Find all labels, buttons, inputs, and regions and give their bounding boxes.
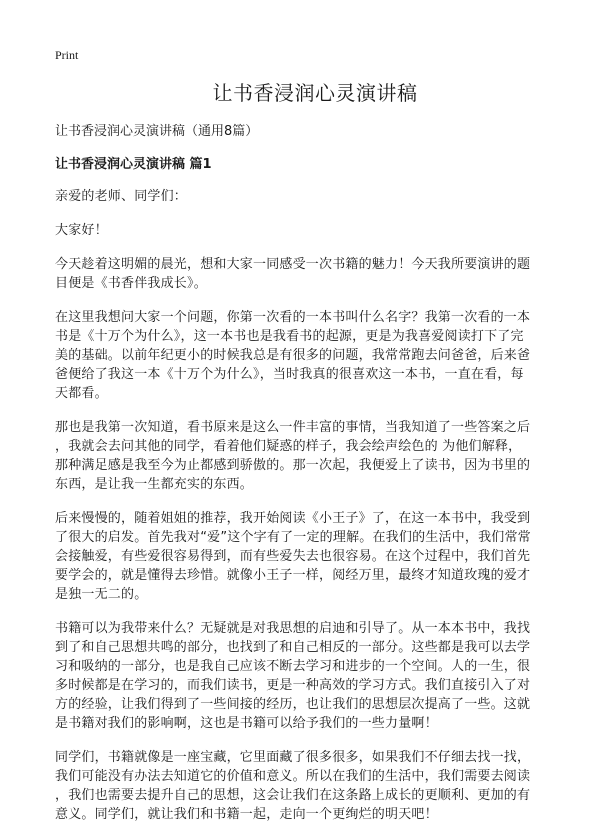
paragraph-line: 书籍可以为我带来什么？无疑就是对我思想的启迪和引导了。从一本本书中，我找 bbox=[55, 621, 531, 636]
paragraph-line: 了很大的启发。首先我对“爱”这个字有了一定的理解。在我们的生活中，我们常常 bbox=[55, 530, 531, 545]
paragraph-line: 到了和自己思想共鸣的部分，也找到了和自己相反的一部分。这些都是我可以去学 bbox=[55, 640, 531, 655]
paragraph-line: 同学们，书籍就像是一座宝藏，它里面藏了很多很多，如果我们不仔细去找一找， bbox=[55, 750, 531, 765]
paragraph-line: 多时候都是在学习的，而我们读书，更是一种高效的学习方式。我们直接引入了对 bbox=[55, 678, 531, 693]
paragraph-line: 是书籍对我们的影响啊，这也是书籍可以给予我们的一些力量啊！ bbox=[55, 716, 438, 731]
paragraph-line: 后来慢慢的，随着姐姐的推荐，我开始阅读《小王子》了，在这一本书中，我受到 bbox=[55, 511, 531, 526]
page-title: 让书香浸润心灵演讲稿 bbox=[212, 81, 418, 105]
paragraph bbox=[55, 418, 575, 494]
paragraph-line: 那种满足感是我至今为止都感到骄傲的。那一次起，我便爱上了读书，因为书里的 bbox=[55, 458, 531, 473]
paragraph-line: ，我就会去问其他的同学，看着他们疑惑的样子，我会绘声绘色的 为他们解释， bbox=[55, 439, 522, 454]
paragraph-line: 会接触爱，有些爱很容易得到，而有些爱失去也很容易。在这个过程中，我们首先 bbox=[55, 549, 531, 564]
paragraph-line: 习和吸纳的一部分，也是我自己应该不断去学习和进步的一个空间。人的一生，很 bbox=[55, 659, 531, 674]
paragraph-line: 目便是《书香伴我成长》。 bbox=[55, 276, 207, 291]
document-page bbox=[55, 48, 575, 839]
paragraph-line: 天都看。 bbox=[55, 386, 108, 401]
paragraph bbox=[55, 619, 575, 733]
paragraph-line: 书是《十万个为什么》，这一本书也是我看书的起源，更是为我喜爱阅读打下了完 bbox=[55, 329, 524, 344]
paragraph bbox=[55, 748, 575, 824]
paragraph-line: 是独一无二的。 bbox=[55, 587, 148, 602]
paragraph-line: 今天趁着这明媚的晨光，想和大家一同感受一次书籍的魅力！今天我所要演讲的题 bbox=[55, 257, 531, 272]
body-paragraphs bbox=[55, 255, 575, 824]
paragraph-line: 美的基础。以前年纪更小的时候我总是有很多的问题，我常常跑去问爸爸，后来爸 bbox=[55, 348, 531, 363]
paragraph-line: 在这里我想问大家一个问题，你第一次看的一本书叫什么名字？我第一次看的一本 bbox=[55, 310, 531, 325]
paragraph-line: ，我们也需要去提升自己的思想，这会让我们在这条路上成长的更顺利、更加的有 bbox=[55, 788, 531, 803]
paragraph-line: 东西，是让我一生都充实的东西。 bbox=[55, 477, 254, 492]
paragraph-line: 我们可能没有办法去知道它的价值和意义。所以在我们的生活中，我们需要去阅读 bbox=[55, 769, 531, 784]
paragraph-line: 那也是我第一次知道，看书原来是这么一件丰富的事情，当我知道了一些答案之后 bbox=[55, 420, 531, 435]
subtitle: 让书香浸润心灵演讲稿（通用8篇） bbox=[55, 124, 259, 139]
paragraph bbox=[55, 255, 575, 293]
paragraph bbox=[55, 308, 575, 403]
paragraph-line: 意义。同学们，就让我们和书籍一起，走向一个更绚烂的明天吧！ bbox=[55, 807, 438, 822]
print-label[interactable]: Print bbox=[55, 48, 79, 62]
paragraph bbox=[55, 509, 575, 604]
paragraph-line: 爸便给了我这一本《十万个为什么》，当时我真的很喜欢这一本书，一直在看，每 bbox=[55, 367, 524, 382]
paragraph-line: 要学会的，就是懂得去珍惜。就像小王子一样，阅经万里，最终才知道玫瑰的爱才 bbox=[55, 568, 531, 583]
section-heading: 让书香浸润心灵演讲稿 篇1 bbox=[55, 157, 212, 172]
hello: 大家好！ bbox=[55, 223, 108, 238]
greeting: 亲爱的老师、同学们： bbox=[55, 189, 188, 204]
paragraph-line: 方的经验，让我们得到了一些间接的经历，也让我们的思想层次提高了一些。这就 bbox=[55, 697, 531, 712]
